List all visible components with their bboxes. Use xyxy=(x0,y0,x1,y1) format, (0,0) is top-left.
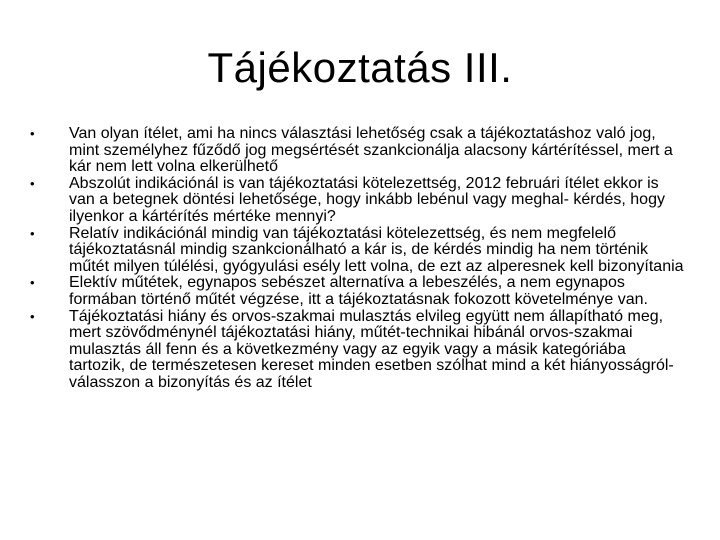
bullet-item xyxy=(30,126,685,176)
bullet-dot-icon: • xyxy=(30,175,35,191)
bullet-dot-icon: • xyxy=(30,126,35,141)
slide-title: Tájékoztatás III. xyxy=(207,44,513,91)
bullet-item xyxy=(30,275,685,308)
bullet-text: Relatív indikációnál mindig van tájékoztatási kötelezettség, és nem megfelelő tájékoztatásnál mindig szankcionálható a kár is, de kérdés mindig ha nem történik műtét milyen túlélési, gyógyulási esély lett volna, de ezt az alperesnek kell bizonyítania xyxy=(69,224,684,275)
bullet-dot-icon: • xyxy=(30,308,35,324)
bullet-list xyxy=(30,126,685,392)
bullet-dot-icon: • xyxy=(30,275,35,291)
bullet-item xyxy=(30,226,685,276)
bullet-text: Elektív műtétek, egynapos sebészet alternatíva a lebeszélés, a nem egynapos formában történő műtét végzése, itt a tájékoztatásnak fokozott követelménye van. xyxy=(69,274,648,308)
bullet-dot-icon: • xyxy=(30,225,35,241)
bullet-item xyxy=(30,309,685,392)
bullet-text: Abszolút indikációnál is van tájékoztatási kötelezettség, 2012 februári ítélet ekkor is van a betegnek döntési lehetősége, hogy inkább lebénul vagy meghal- kérdés, hogy ilyenkor a kártérítés mértéke mennyi? xyxy=(69,174,665,225)
bullet-item xyxy=(30,176,685,226)
bullet-text: Tájékoztatási hiány és orvos-szakmai mulasztás elvileg együtt nem állapítható meg, mert szövődménynél tájékoztatási hiány, műtét-technikai hibánál orvos-szakmai mulasztás áll fenn és a következmény vagy az egyik vagy a másik kategóriába tartozik, de természetesen kereset minden esetben szólhat mind a két hiányosságról- válasszon a bizonyítás és az ítélet xyxy=(69,307,674,391)
bullet-text: Van olyan ítélet, ami ha nincs választási lehetőség csak a tájékoztatáshoz való jog, mint személyhez fűződő jog megsértését szankcionálja alacsony kártérítéssel, mert a kár nem lett volna elkerülhető xyxy=(69,125,673,176)
